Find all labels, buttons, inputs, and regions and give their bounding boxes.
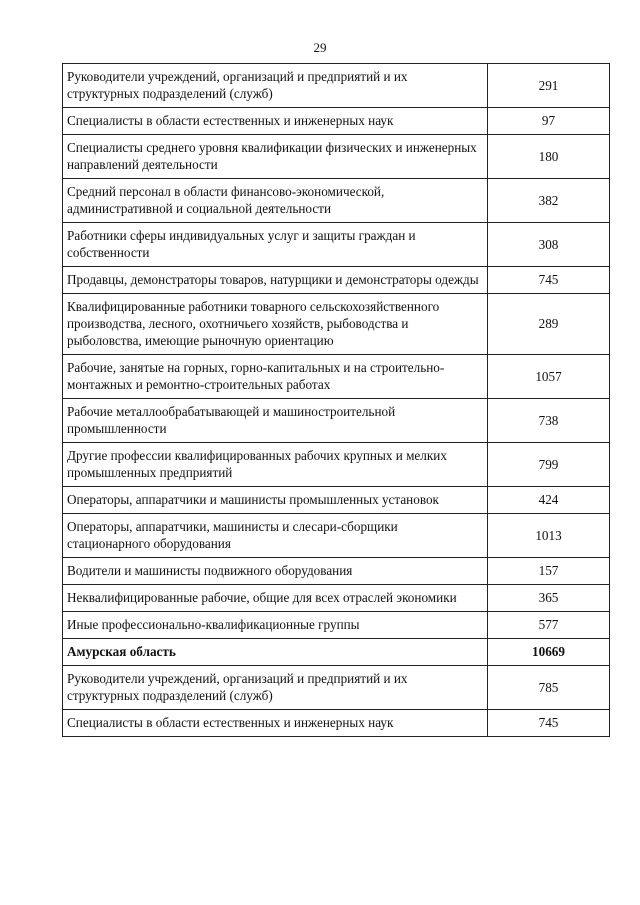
region-total-row: [63, 639, 610, 666]
table-row: [63, 443, 610, 487]
row-label: Специалисты в области естественных и инженерных наук: [63, 710, 488, 737]
row-value: 738: [488, 399, 610, 443]
row-label: Другие профессии квалифицированных рабочих крупных и мелких промышленных предприятий: [63, 443, 488, 487]
table-row: [63, 612, 610, 639]
table-row: [63, 710, 610, 737]
table-row: [63, 179, 610, 223]
row-value: 424: [488, 487, 610, 514]
row-label: Специалисты в области естественных и инженерных наук: [63, 108, 488, 135]
row-value: 157: [488, 558, 610, 585]
row-value: 799: [488, 443, 610, 487]
row-label: Операторы, аппаратчики и машинисты промышленных установок: [63, 487, 488, 514]
row-label: Руководители учреждений, организаций и предприятий и их структурных подразделений (служб): [63, 64, 488, 108]
page-number: 29: [313, 40, 327, 55]
table-row: [63, 558, 610, 585]
region-name: Амурская область: [63, 639, 488, 666]
table-row: [63, 294, 610, 355]
table-row: [63, 585, 610, 612]
table-row: [63, 64, 610, 108]
row-value: 745: [488, 267, 610, 294]
row-label: Работники сферы индивидуальных услуг и защиты граждан и собственности: [63, 223, 488, 267]
row-value: 1013: [488, 514, 610, 558]
row-value: 1057: [488, 355, 610, 399]
row-label: Операторы, аппаратчики, машинисты и слесари-сборщики стационарного оборудования: [63, 514, 488, 558]
row-value: 382: [488, 179, 610, 223]
row-label: Неквалифицированные рабочие, общие для всех отраслей экономики: [63, 585, 488, 612]
table-row: [63, 487, 610, 514]
table-row: [63, 223, 610, 267]
table-row: [63, 108, 610, 135]
row-label: Рабочие, занятые на горных, горно-капитальных и на строительно-монтажных и ремонтно-строительных работах: [63, 355, 488, 399]
row-label: Иные профессионально-квалификационные группы: [63, 612, 488, 639]
row-value: 577: [488, 612, 610, 639]
row-value: 97: [488, 108, 610, 135]
table-row: [63, 514, 610, 558]
table-row: [63, 267, 610, 294]
table-row: [63, 399, 610, 443]
row-value: 365: [488, 585, 610, 612]
row-label: Специалисты среднего уровня квалификации физических и инженерных направлений деятельности: [63, 135, 488, 179]
row-value: 785: [488, 666, 610, 710]
row-label: Рабочие металлообрабатывающей и машиностроительной промышленности: [63, 399, 488, 443]
row-value: 180: [488, 135, 610, 179]
table-body: [63, 64, 610, 737]
occupation-table: [62, 63, 610, 737]
row-value: 289: [488, 294, 610, 355]
row-label: Руководители учреждений, организаций и предприятий и их структурных подразделений (служб): [63, 666, 488, 710]
table-row: [63, 666, 610, 710]
row-label: Водители и машинисты подвижного оборудования: [63, 558, 488, 585]
row-value: 308: [488, 223, 610, 267]
table-row: [63, 355, 610, 399]
row-value: 291: [488, 64, 610, 108]
row-label: Квалифицированные работники товарного сельскохозяйственного производства, лесного, охотничьего хозяйств, рыбоводства и рыболовства, имеющие рыночную ориентацию: [63, 294, 488, 355]
row-label: Средний персонал в области финансово-экономической, административной и социальной деятельности: [63, 179, 488, 223]
table-row: [63, 135, 610, 179]
row-label: Продавцы, демонстраторы товаров, натурщики и демонстраторы одежды: [63, 267, 488, 294]
region-total-value: 10669: [488, 639, 610, 666]
row-value: 745: [488, 710, 610, 737]
